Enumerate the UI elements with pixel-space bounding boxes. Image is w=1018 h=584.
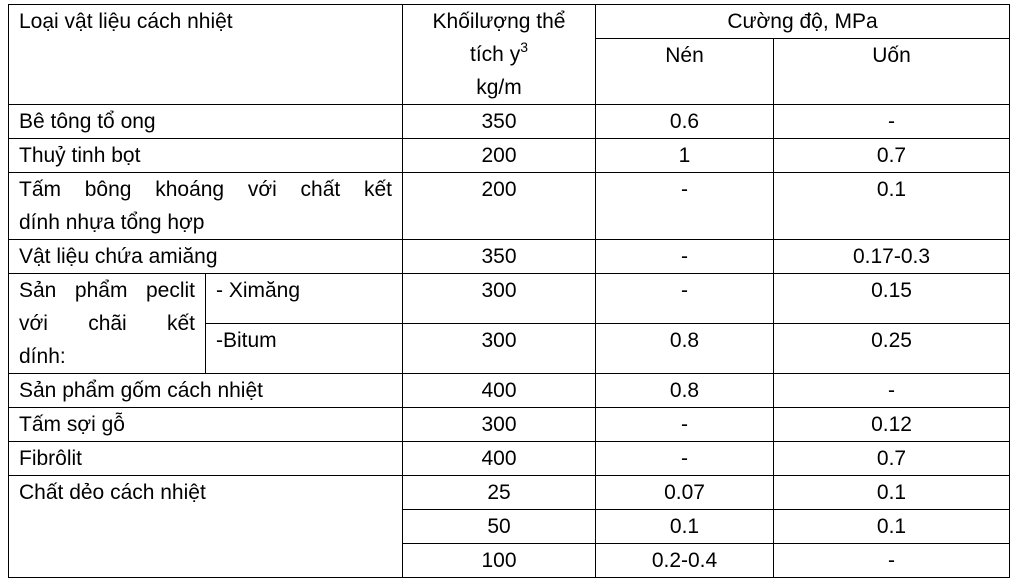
binder-cell: -Bitum [206,324,403,374]
table-row [9,442,1010,476]
bending-cell: 0.1 [774,173,1010,240]
density-cell: 400 [403,374,596,408]
compression-cell: - [596,408,774,442]
compression-cell: 0.6 [596,105,774,139]
bending-cell: 0.15 [774,274,1010,324]
density-cell: 25 [403,476,596,510]
material-name: Vật liệu chứa amiăng [9,240,403,274]
compression-cell: 0.8 [596,374,774,408]
compression-cell: - [596,173,774,240]
table-row [9,476,1010,510]
header-density-line2: tích y [470,43,521,66]
header-row [9,5,1010,39]
bending-cell: 0.17-0.3 [774,240,1010,274]
density-cell: 350 [403,240,596,274]
material-name: Bê tông tổ ong [9,105,403,139]
density-cell: 350 [403,105,596,139]
material-name: Sản phẩm gốm cách nhiệt [9,374,403,408]
header-density-unit: kg/m [476,76,522,99]
bending-cell: 0.25 [774,324,1010,374]
compression-cell: 0.07 [596,476,774,510]
density-cell: 200 [403,139,596,173]
material-name: Tấm sợi gỗ [9,408,403,442]
density-cell: 50 [403,510,596,544]
compression-cell: 0.1 [596,510,774,544]
compression-cell: 0.2-0.4 [596,544,774,578]
compression-cell: 0.8 [596,324,774,374]
table-row [9,139,1010,173]
material-name: Thuỷ tinh bọt [9,139,403,173]
header-density [403,5,596,105]
material-name-line1: Sản phẩm peclit [19,279,195,302]
bending-cell: - [774,374,1010,408]
table-row [9,105,1010,139]
compression-cell: - [596,442,774,476]
bending-cell: - [774,544,1010,578]
table-row [9,173,1010,240]
table-row [9,274,1010,324]
bending-cell: 0.1 [774,476,1010,510]
material-name-line3: dính: [19,345,66,368]
material-name: Chất dẻo cách nhiệt [9,476,403,578]
material-name-line2: với chãi kết [19,312,195,335]
density-cell: 300 [403,408,596,442]
bending-cell: 0.7 [774,442,1010,476]
density-cell: 400 [403,442,596,476]
table-row [9,374,1010,408]
material-name-line1: Tấm bông khoáng với chất kết [19,178,393,201]
material-name-line2: dính nhựa tổng hợp [19,211,205,234]
bending-cell: 0.12 [774,408,1010,442]
insulation-materials-table [8,4,1010,578]
table-row [9,240,1010,274]
density-cell: 100 [403,544,596,578]
header-density-line1: Khốilượng thể [432,10,566,33]
compression-cell: - [596,274,774,324]
density-cell: 300 [403,324,596,374]
table-row [9,408,1010,442]
header-density-sup: 3 [520,39,528,55]
bending-cell: - [774,105,1010,139]
density-cell: 300 [403,274,596,324]
bending-cell: 0.7 [774,139,1010,173]
header-compression: Nén [596,39,774,105]
header-bending: Uốn [774,39,1010,105]
header-material: Loại vật liệu cách nhiệt [9,5,403,105]
compression-cell: 1 [596,139,774,173]
header-strength: Cường độ, MPa [596,5,1010,39]
material-name [9,274,206,374]
bending-cell: 0.1 [774,510,1010,544]
density-cell: 200 [403,173,596,240]
binder-cell: - Ximăng [206,274,403,324]
material-name [9,173,403,240]
material-name: Fibrôlit [9,442,403,476]
compression-cell: - [596,240,774,274]
